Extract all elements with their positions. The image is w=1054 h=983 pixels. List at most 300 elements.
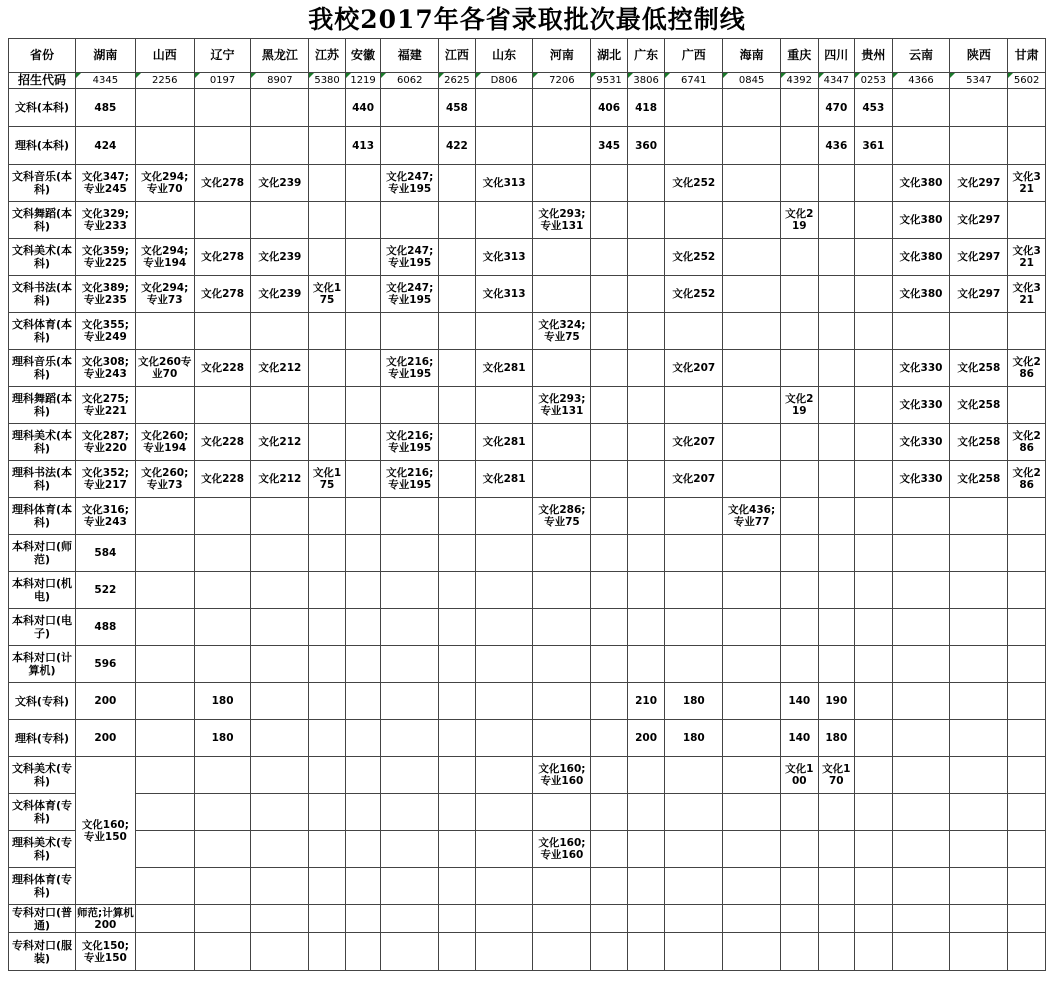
score-cell [591,461,628,498]
score-cell [309,868,346,905]
score-cell [439,239,476,276]
score-cell [345,276,381,313]
score-cell [135,535,194,572]
score-cell [439,424,476,461]
score-cell [818,905,855,933]
score-cell [818,933,855,971]
score-cell [439,202,476,239]
score-cell [345,794,381,831]
score-cell [309,239,346,276]
score-cell: 文化228 [194,350,251,387]
score-cell [591,609,628,646]
row-label: 本科对口(机电) [9,572,76,609]
score-cell [591,424,628,461]
score-cell [345,905,381,933]
score-cell [781,868,819,905]
score-cell [533,646,591,683]
score-cell [345,535,381,572]
score-cell [818,387,855,424]
score-cell [309,831,346,868]
table-row [9,609,1046,646]
score-cell [665,127,723,165]
score-cell [533,683,591,720]
score-cell [723,868,781,905]
score-cell [1008,127,1046,165]
row-label: 文科(专科) [9,683,76,720]
table-row [9,933,1046,971]
score-cell: 140 [781,683,819,720]
score-cell [439,831,476,868]
score-cell: 文化294;专业73 [135,276,194,313]
score-cell [781,831,819,868]
score-cell [475,683,533,720]
score-cell [781,794,819,831]
score-cell [781,276,819,313]
score-cell [439,609,476,646]
score-cell [533,572,591,609]
score-cell [533,535,591,572]
score-cell [1008,794,1046,831]
score-cell [251,202,309,239]
enrollment-code: 4347 [818,73,855,89]
score-cell: 文化160;专业160 [533,757,591,794]
score-cell: 文化389;专业235 [75,276,135,313]
score-cell [475,535,533,572]
row-label: 理科体育(本科) [9,498,76,535]
score-cell [781,239,819,276]
score-cell [1008,868,1046,905]
score-cell [439,933,476,971]
score-cell [627,646,665,683]
enrollment-code: 7206 [533,73,591,89]
score-cell [251,794,309,831]
table-row [9,720,1046,757]
score-cell: 文化212 [251,461,309,498]
score-cell [818,572,855,609]
score-cell [781,350,819,387]
score-cell: 436 [818,127,855,165]
score-cell [533,89,591,127]
score-cell [818,831,855,868]
score-cell [818,535,855,572]
score-cell: 418 [627,89,665,127]
score-cell [345,498,381,535]
row-label: 本科对口(计算机) [9,646,76,683]
row-label: 理科美术(专科) [9,831,76,868]
score-cell: 361 [855,127,893,165]
row-label: 文科(本科) [9,89,76,127]
score-cell [627,461,665,498]
score-cell: 文化352;专业217 [75,461,135,498]
score-cell [345,868,381,905]
score-cell [855,794,893,831]
score-cell [135,202,194,239]
table-row [9,646,1046,683]
row-label: 文科舞蹈(本科) [9,202,76,239]
score-cell [723,831,781,868]
score-cell [135,387,194,424]
row-label: 理科美术(本科) [9,424,76,461]
score-cell: 文化260;专业73 [135,461,194,498]
score-cell [855,720,893,757]
score-cell [855,239,893,276]
score-cell [475,646,533,683]
score-cell: 文化297 [950,202,1008,239]
score-cell [950,313,1008,350]
score-cell [818,424,855,461]
table-row [9,89,1046,127]
score-cell [439,313,476,350]
score-cell [439,461,476,498]
score-cell [665,794,723,831]
score-cell [627,535,665,572]
score-cell: 140 [781,720,819,757]
score-cell [781,89,819,127]
score-cell [627,350,665,387]
province-header: 湖北 [591,39,628,73]
score-cell: 文化286;专业75 [533,498,591,535]
row-label: 文科音乐(本科) [9,165,76,202]
score-cell: 470 [818,89,855,127]
score-cell [1008,831,1046,868]
score-cell [194,498,251,535]
score-cell: 文化330 [892,424,950,461]
score-cell [950,720,1008,757]
score-cell [194,831,251,868]
score-cell: 文化100 [781,757,819,794]
score-cell: 文化252 [665,276,723,313]
score-cell: 文化160;专业160 [533,831,591,868]
score-cell [345,572,381,609]
score-cell [723,905,781,933]
enrollment-code: 9531 [591,73,628,89]
score-cell [723,461,781,498]
score-cell [439,498,476,535]
score-cell: 文化175 [309,276,346,313]
score-cell [665,609,723,646]
score-cell [533,165,591,202]
score-cell [855,831,893,868]
table-row [9,127,1046,165]
score-cell [194,127,251,165]
score-cell [627,933,665,971]
score-cell [627,905,665,933]
enrollment-code: D806 [475,73,533,89]
score-cell [591,646,628,683]
score-cell [781,609,819,646]
enrollment-code: 0845 [723,73,781,89]
score-cell [345,239,381,276]
score-cell: 文化294;专业194 [135,239,194,276]
score-cell [818,239,855,276]
score-cell [345,683,381,720]
score-cell [135,757,194,794]
score-cell: 文化380 [892,239,950,276]
score-cell [251,933,309,971]
table-row [9,831,1046,868]
score-cell [723,350,781,387]
score-cell [627,202,665,239]
score-cell: 453 [855,89,893,127]
score-cell [381,202,439,239]
score-cell: 180 [194,683,251,720]
score-cell [892,89,950,127]
score-cell [345,350,381,387]
score-cell [309,757,346,794]
score-cell: 584 [75,535,135,572]
province-header: 广西 [665,39,723,73]
score-cell [818,646,855,683]
score-cell [533,933,591,971]
merged-score-cell: 文化160;专业150 [75,757,135,905]
table-row [9,387,1046,424]
score-cell [194,202,251,239]
score-cell [591,535,628,572]
score-cell [627,498,665,535]
province-header: 安徽 [345,39,381,73]
score-cell [665,646,723,683]
score-cell [892,313,950,350]
score-cell [475,757,533,794]
score-cell [855,609,893,646]
score-cell [135,933,194,971]
province-header: 福建 [381,39,439,73]
score-cell [309,387,346,424]
score-cell [627,572,665,609]
score-cell [781,165,819,202]
score-cell [309,498,346,535]
score-cell [135,646,194,683]
score-cell [591,905,628,933]
score-cell: 文化207 [665,350,723,387]
score-cell [309,535,346,572]
score-cell [950,498,1008,535]
score-cell: 师范;计算机200 [77,906,134,931]
enrollment-code: 4345 [75,73,135,89]
row-label: 文科体育(专科) [9,794,76,831]
score-cell [818,202,855,239]
score-cell [533,239,591,276]
score-cell [1008,313,1046,350]
score-cell [309,572,346,609]
score-cell [591,720,628,757]
province-header: 河南 [533,39,591,73]
score-cell [475,933,533,971]
score-cell [251,868,309,905]
score-cell: 文化216;专业195 [381,461,439,498]
score-cell: 文化281 [475,350,533,387]
score-cell [627,276,665,313]
score-cell [950,933,1008,971]
score-cell [591,202,628,239]
enrollment-code: 0197 [194,73,251,89]
score-cell: 文化150;专业150 [75,933,135,971]
score-cell: 458 [439,89,476,127]
score-cell [381,313,439,350]
score-cell [950,89,1008,127]
score-cell [855,461,893,498]
province-header: 江苏 [309,39,346,73]
score-cell: 485 [75,89,135,127]
row-label: 专科对口(普通) [9,905,76,933]
score-cell [665,202,723,239]
score-cell: 文化275;专业221 [75,387,135,424]
score-cell [194,933,251,971]
score-cell [194,387,251,424]
score-cell [251,535,309,572]
score-cell: 440 [345,89,381,127]
score-cell [1008,720,1046,757]
score-cell [345,831,381,868]
score-cell: 200 [75,720,135,757]
score-cell [251,683,309,720]
score-cell [309,313,346,350]
score-cell [818,165,855,202]
score-cell [194,609,251,646]
province-header: 广东 [627,39,665,73]
score-cell [1008,202,1046,239]
score-cell [892,498,950,535]
score-cell [309,646,346,683]
table-row [9,535,1046,572]
score-cell [855,202,893,239]
enrollment-code: 1219 [345,73,381,89]
score-cell: 文化247;专业195 [381,239,439,276]
score-cell [439,387,476,424]
admission-score-table [8,38,1046,971]
score-cell: 文化278 [194,165,251,202]
score-cell: 文化313 [475,165,533,202]
page-title: 我校2017年各省录取批次最低控制线 [308,5,746,34]
score-cell [381,89,439,127]
score-cell [135,572,194,609]
score-cell [533,350,591,387]
table-row [9,165,1046,202]
score-cell: 文化247;专业195 [381,165,439,202]
score-cell [665,905,723,933]
score-cell [309,202,346,239]
score-cell [591,757,628,794]
score-cell [251,313,309,350]
score-cell: 406 [591,89,628,127]
score-cell: 文化293;专业131 [533,202,591,239]
score-cell [475,720,533,757]
score-cell [475,498,533,535]
score-cell [135,498,194,535]
table-row [9,239,1046,276]
score-cell [723,609,781,646]
score-cell: 文化239 [251,276,309,313]
score-cell [135,868,194,905]
score-cell [950,868,1008,905]
score-cell [855,868,893,905]
score-cell [591,572,628,609]
score-cell [381,831,439,868]
score-cell [194,89,251,127]
score-cell: 345 [591,127,628,165]
score-cell [135,683,194,720]
score-cell [345,387,381,424]
score-cell: 200 [627,720,665,757]
score-cell: 488 [75,609,135,646]
score-cell [345,757,381,794]
score-cell [381,720,439,757]
row-label: 本科对口(电子) [9,609,76,646]
score-cell: 422 [439,127,476,165]
score-cell [194,905,251,933]
header-label: 省份 [9,39,76,73]
score-cell [665,757,723,794]
score-cell [665,933,723,971]
score-cell: 文化330 [892,350,950,387]
score-cell [345,165,381,202]
score-cell [194,868,251,905]
score-cell: 文化321 [1008,276,1046,313]
score-cell [475,313,533,350]
score-cell [723,933,781,971]
score-cell [381,794,439,831]
score-cell [892,646,950,683]
score-cell [381,933,439,971]
table-row [9,276,1046,313]
score-cell: 文化294;专业70 [135,165,194,202]
score-cell [194,535,251,572]
score-cell [1008,933,1046,971]
score-cell [855,276,893,313]
score-cell [855,387,893,424]
score-cell [781,572,819,609]
score-cell [855,350,893,387]
score-cell [950,127,1008,165]
score-cell [194,757,251,794]
score-cell [309,350,346,387]
score-cell [591,498,628,535]
score-cell [723,757,781,794]
score-cell [475,387,533,424]
score-cell: 文化316;专业243 [75,498,135,535]
score-cell: 文化313 [475,276,533,313]
province-header: 甘肃 [1008,39,1046,73]
score-cell: 180 [665,720,723,757]
score-cell [1008,683,1046,720]
score-cell [309,905,346,933]
enrollment-code: 5602 [1008,73,1046,89]
score-cell [591,683,628,720]
score-cell [723,387,781,424]
score-cell [950,609,1008,646]
score-cell [475,89,533,127]
score-cell: 文化286 [1008,350,1046,387]
score-cell [135,127,194,165]
score-cell [892,868,950,905]
score-cell [381,757,439,794]
table-row [9,794,1046,831]
score-cell [950,535,1008,572]
score-cell [1008,498,1046,535]
score-cell [533,461,591,498]
score-cell [533,276,591,313]
score-cell [855,313,893,350]
score-cell [381,905,439,933]
score-cell: 190 [818,683,855,720]
score-cell [892,831,950,868]
row-label: 文科美术(本科) [9,239,76,276]
score-cell [439,720,476,757]
score-cell [1008,572,1046,609]
score-cell [723,424,781,461]
score-cell [345,720,381,757]
row-label: 理科体育(专科) [9,868,76,905]
